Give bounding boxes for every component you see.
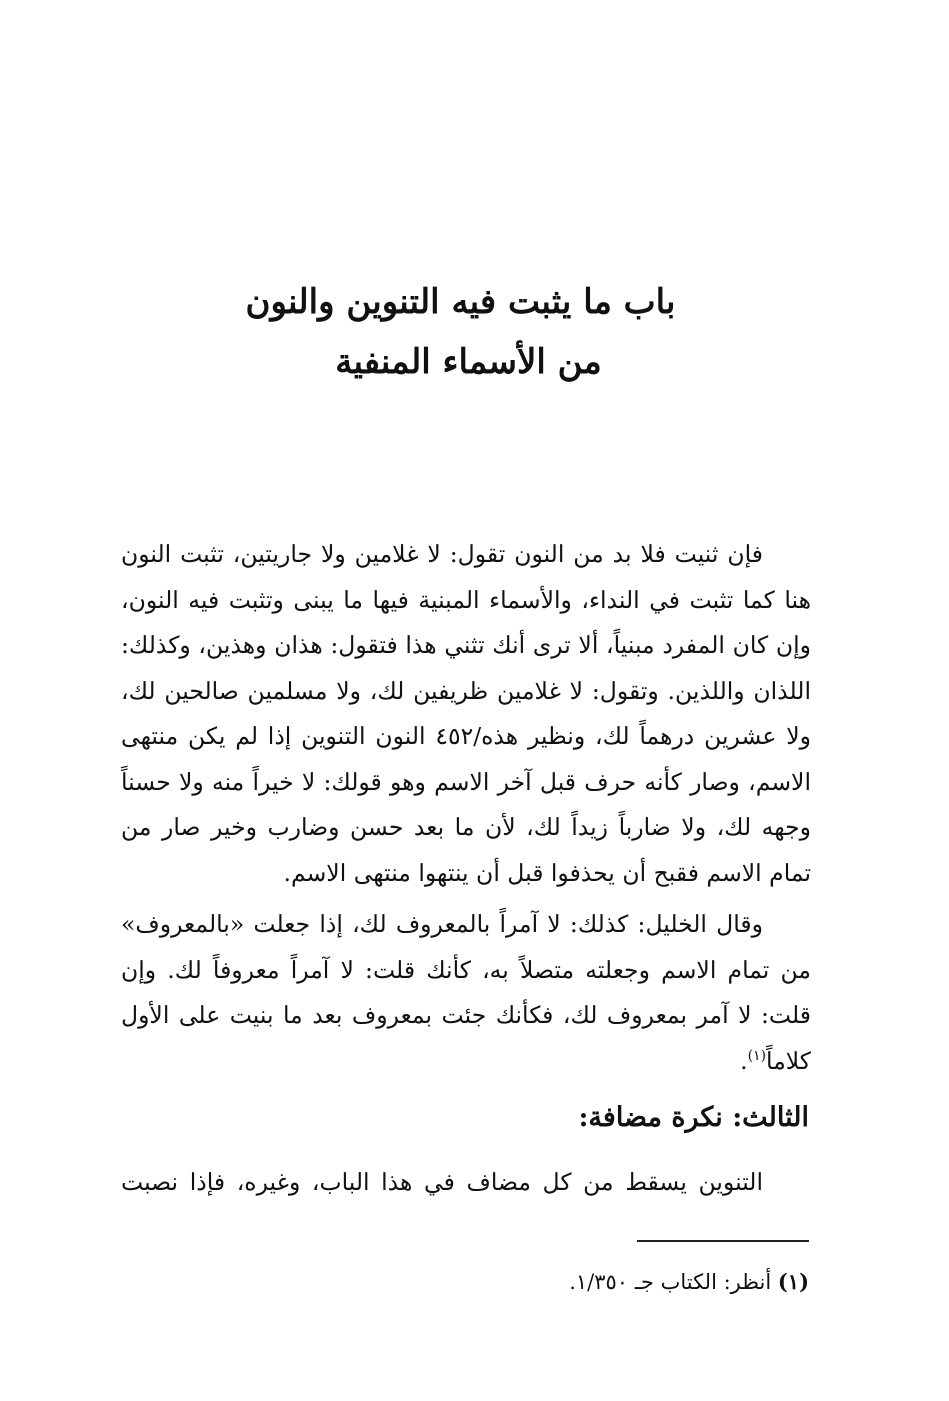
chapter-title-line-2: من الأسماء المنفية [335, 342, 602, 382]
paragraph-1: فإن ثنيت فلا بد من النون تقول: لا غلامين ولا جاريتين، تثبت النون هنا كما تثبت في النداء، والأسماء المبنية فيها ما يبنى وتثبت فيه النون، وإن كان المفرد مبنياً، ألا ترى أنك تثني هذا فتقول: هذان وهذين، وكذلك: اللذان واللذين. وتقول: لا غلامين ظريفين لك، ولا مسلمين صالحين لك، ولا عشرين درهماً لك، ونظير هذه/٤٥٢ النون التنوين إذا لم يكن منتهى الاسم، وصار كأنه حرف قبل آخر الاسم وهو قولك: لا خيراً منه ولا حسناً وجهه لك، ولا ضارباً زيداً لك، لأن ما بعد حسن وضارب وخير صار من تمام الاسم فقبح أن يحذفوا قبل أن ينتهوا منتهى الاسم. [121, 540, 812, 887]
main-text [121, 532, 811, 1084]
chapter-title-line-1: باب ما يثبت فيه التنوين والنون [245, 282, 676, 322]
footnote-text: أنظر: الكتاب جـ ١/٣٥٠. [569, 1270, 772, 1294]
paragraph-2 [121, 902, 811, 1084]
section-heading: الثالث: نكرة مضافة: [578, 1102, 809, 1133]
footnote-reference: (١) [747, 1047, 767, 1064]
chapter-title [0, 272, 949, 392]
footnote-number: (١) [777, 1269, 809, 1294]
footnote-divider [637, 1240, 809, 1242]
section-paragraph: التنوين يسقط من كل مضاف في هذا الباب، وغيره، فإذا نصبت [121, 1168, 763, 1196]
paragraph-2-text: وقال الخليل: كذلك: لا آمراً بالمعروف لك، إذا جعلت «بالمعروف» من تمام الاسم وجعلته متصلاً به، كأنك قلت: لا آمراً معروفاً لك. وإن قلت: لا آمر بمعروف لك، فكأنك جئت بمعروف بعد ما بنيت على الأول كلاماً [121, 910, 811, 1075]
paragraph-2-end: . [740, 1046, 748, 1075]
footnote [569, 1264, 809, 1300]
